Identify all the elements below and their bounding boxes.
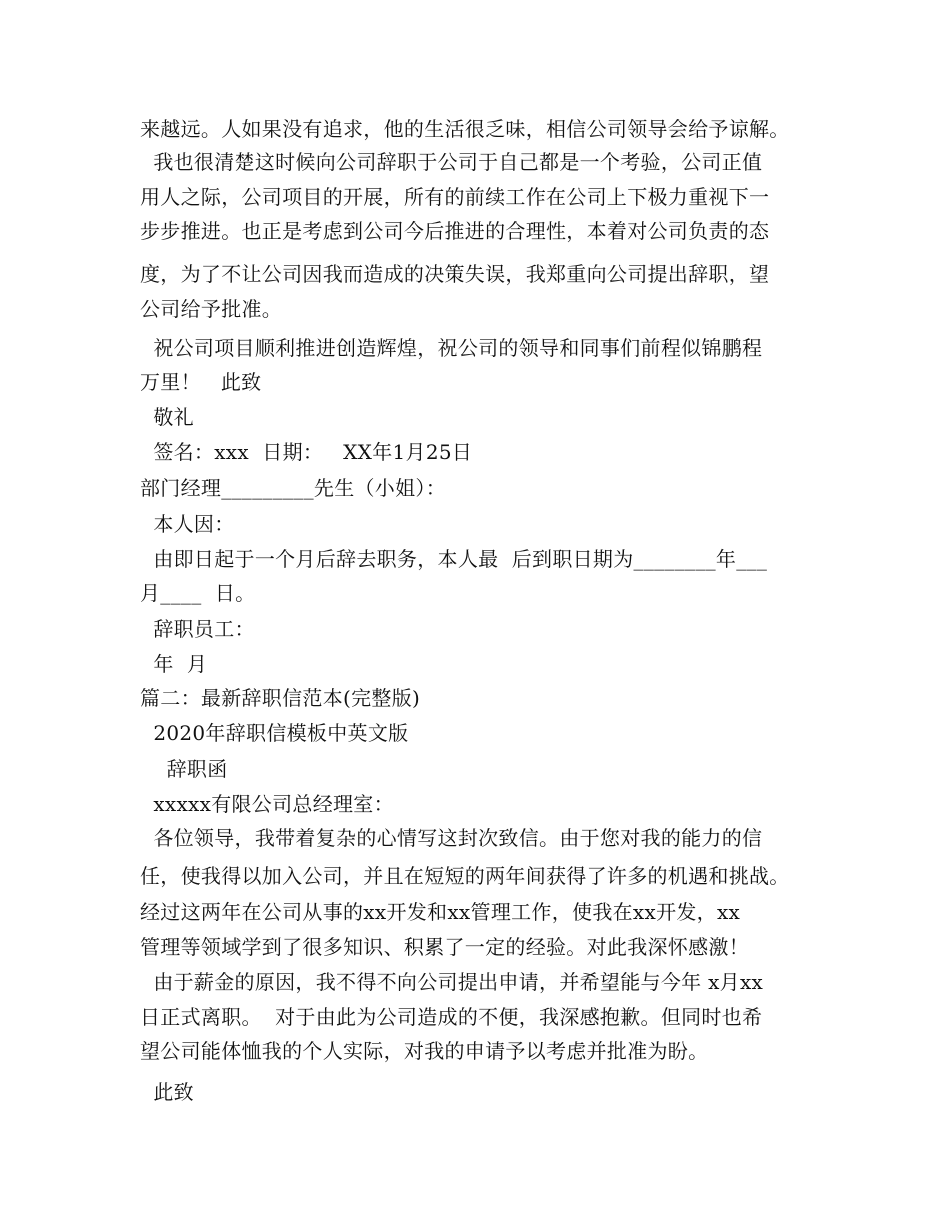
text-line: 由于薪金的原因，我不得不向公司提出申请，并希望能与今年 x月xx <box>140 970 764 994</box>
text-line: 我也很清楚这时候向公司辞职于公司于自己都是一个考验，公司正值 <box>140 150 763 174</box>
text-line: 管理等领域学到了很多知识、积累了一定的经验。对此我深怀感激！ <box>140 935 749 959</box>
text-line: 由即日起于一个月后辞去职务，本人最 后到职日期为________年___ <box>140 547 768 571</box>
signature-date-line: 签名：xxx 日期： XX年1月25日 <box>140 440 473 464</box>
document-title: 2020年辞职信模板中英文版 <box>140 721 409 745</box>
text-line: 各位领导，我带着复杂的心情写这封次致信。由于您对我的能力的信 <box>140 826 763 850</box>
text-line: 月____ 日。 <box>140 581 256 605</box>
text-line: 辞职员工： <box>140 617 255 641</box>
text-line: 望公司能体恤我的个人实际，对我的申请予以考虑并批准为盼。 <box>140 1039 709 1063</box>
text-line: 经过这两年在公司从事的xx开发和xx管理工作，使我在xx开发，xx <box>140 900 741 924</box>
text-line: 度，为了不让公司因我而造成的决策失误，我郑重向公司提出辞职，望 <box>140 262 770 286</box>
text-line: 万里！ 此致 <box>140 370 262 394</box>
text-line: 祝公司项目顺利推进创造辉煌，祝公司的领导和同事们前程似锦鹏程 <box>140 336 763 360</box>
text-line: 来越远。人如果没有追求，他的生活很乏味，相信公司领导会给予谅解。 <box>140 117 790 141</box>
letter-title: 辞职函 <box>140 757 228 781</box>
text-line: 日正式离职。 对于由此为公司造成的不便，我深感抱歉。但同时也希 <box>140 1005 763 1029</box>
section-heading: 篇二：最新辞职信范本(完整版) <box>140 686 421 710</box>
text-line: 本人因： <box>140 512 235 536</box>
text-line: 此致 <box>140 1080 194 1104</box>
text-line: 敬礼 <box>140 405 194 429</box>
text-line: 用人之际，公司项目的开展，所有的前续工作在公司上下极力重视下一 <box>140 185 770 209</box>
text-line: 公司给予批准。 <box>140 297 283 321</box>
text-line: 年 月 <box>140 652 208 676</box>
text-line: 部门经理_________先生（小姐）： <box>140 476 446 500</box>
text-line: 步步推进。也正是考虑到公司今后推进的合理性，本着对公司负责的态 <box>140 219 770 243</box>
text-line: 任，使我得以加入公司，并且在短短的两年间获得了许多的机遇和挑战。 <box>140 864 790 888</box>
recipient-line: xxxxx有限公司总经理室： <box>140 792 394 816</box>
